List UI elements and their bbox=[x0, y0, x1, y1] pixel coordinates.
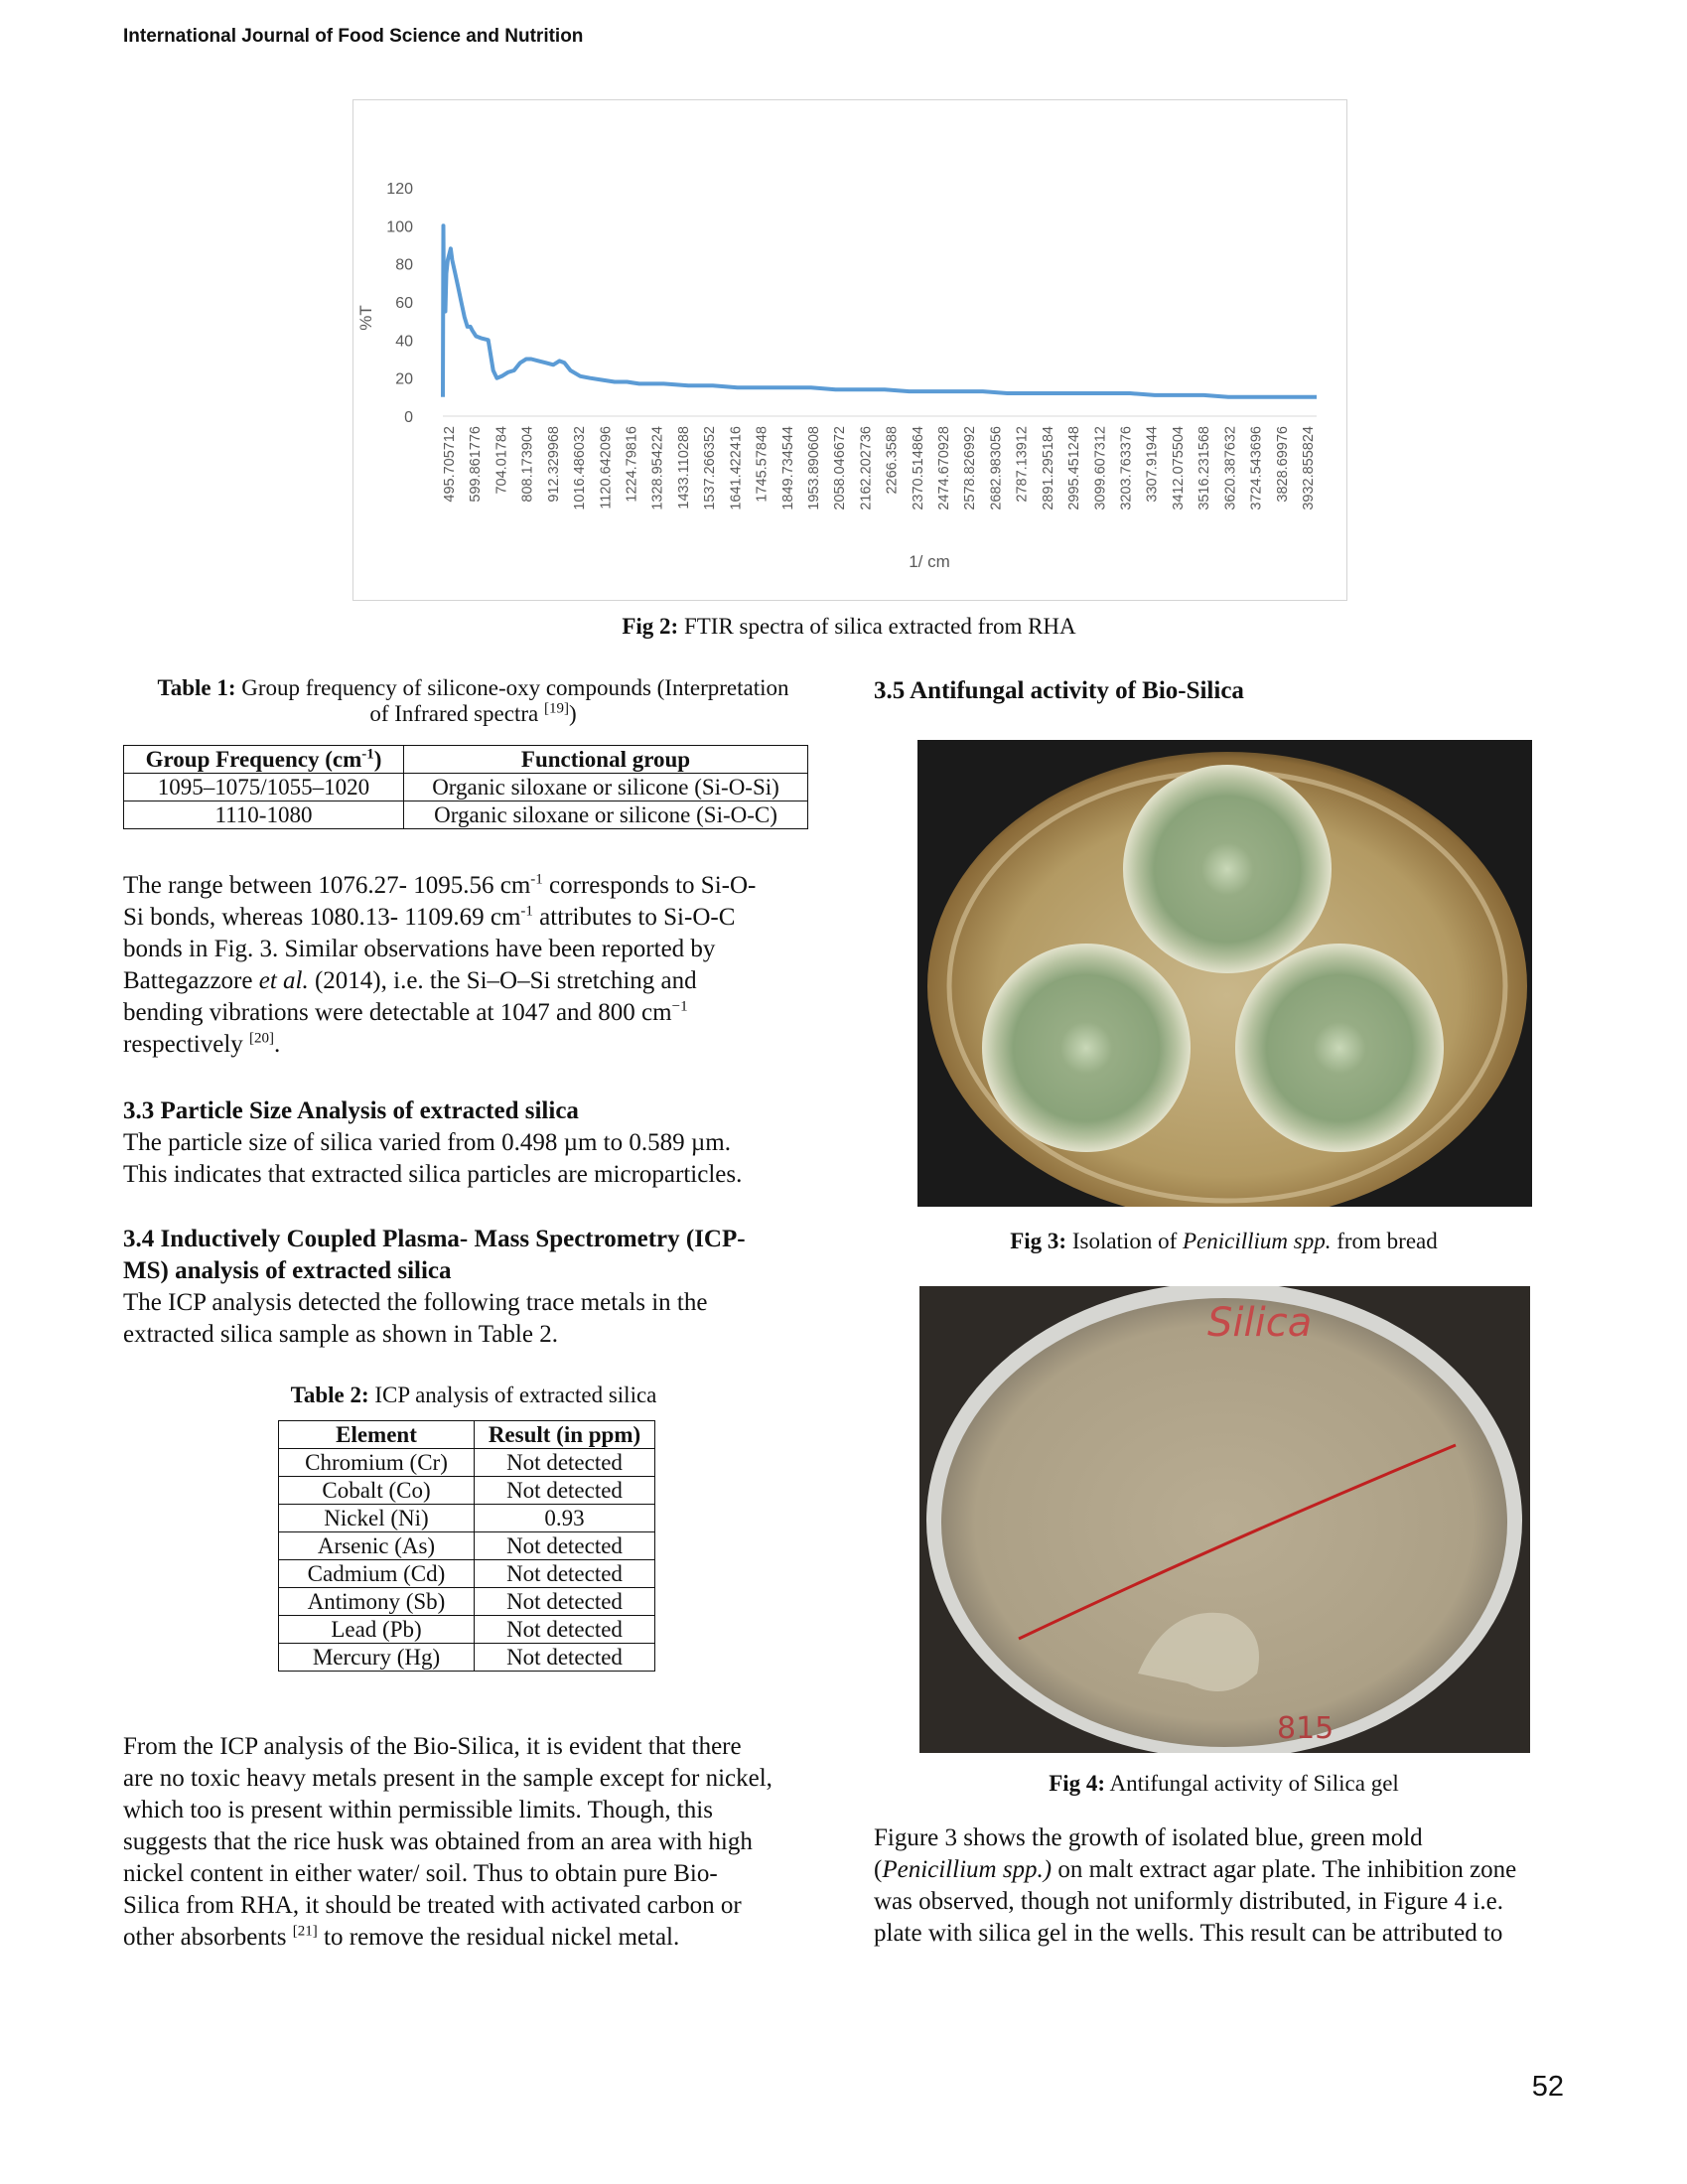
fig4-plate-label: Silica bbox=[1207, 1300, 1313, 1346]
table2-header-row bbox=[279, 1421, 655, 1449]
x-tick-label: 3932.855824 bbox=[1301, 426, 1317, 510]
fig2-caption: Fig 2: FTIR spectra of silica extracted from RHA bbox=[622, 614, 1076, 639]
x-tick-label: 1641.422416 bbox=[728, 426, 745, 510]
y-tick-label: 100 bbox=[386, 218, 413, 236]
table-row: Cobalt (Co) Not detected bbox=[279, 1477, 655, 1505]
table2 bbox=[278, 1420, 655, 1672]
fig3-penicillium-plate-photo bbox=[917, 740, 1532, 1207]
table1-cell-frequency: 1110-1080 bbox=[124, 801, 404, 829]
x-tick-label: 2162.202736 bbox=[858, 426, 875, 510]
y-axis-label: %T bbox=[356, 305, 375, 331]
x-tick-label: 1120.642096 bbox=[598, 426, 615, 510]
x-tick-label: 2474.670928 bbox=[936, 426, 953, 510]
x-tick-label: 3412.075504 bbox=[1170, 426, 1187, 510]
x-tick-label: 2578.826992 bbox=[962, 426, 979, 510]
table1 bbox=[123, 745, 808, 829]
page-number: 52 bbox=[1531, 2071, 1564, 2103]
x-axis-label: 1/ cm bbox=[909, 552, 950, 571]
x-tick-label: 3828.69976 bbox=[1274, 426, 1291, 503]
y-tick-label: 0 bbox=[404, 409, 413, 426]
section-3-3: 3.3 Particle Size Analysis of extracted silica The particle size of silica varied from 0.498 µm to 0.589 µm. This indicates that extracted silica particles are microparticles. bbox=[123, 1095, 824, 1191]
table2-header-result: Result (in ppm) bbox=[475, 1421, 655, 1449]
table1-header-frequency: Group Frequency $(cm^{-1})$ bbox=[124, 746, 404, 774]
x-tick-label: 495.705712 bbox=[442, 426, 458, 503]
table1-cell-group: Organic siloxane or silicone (Si-O-Si) bbox=[404, 774, 808, 801]
x-tick-label: 3620.387632 bbox=[1222, 426, 1239, 510]
x-tick-label: 2891.295184 bbox=[1040, 426, 1056, 510]
table1-header-row bbox=[124, 746, 808, 774]
table-row: Cadmium (Cd) Not detected bbox=[279, 1560, 655, 1588]
paragraph-ftir-interpretation: The range between 1076.27- 1095.56 $cm^{-1}$ corresponds to Si-O- Si bonds, whereas 1080.13- 1109.69 $cm^{-1}$ attributes to Si-O-C bonds in Fig. 3. Similar observations have been reported by Battegazzore et al. (2014), i.e. the Si–O–Si stretching and bending vibrations were detectable at 1047 and 800 $cm^{-1}$ respectively [20]. bbox=[123, 871, 757, 1058]
journal-header: International Journal of Food Science and Nutrition bbox=[123, 26, 584, 47]
y-tick-label: 80 bbox=[395, 256, 413, 274]
table1-header-functional: Functional group bbox=[404, 746, 808, 774]
paragraph-antifungal: Figure 3 shows the growth of isolated blue, green mold (Penicillium spp.) on malt extract agar plate. The inhibition zone was observed, though not uniformly distributed, in Figure 4 i.e. plate with silica gel in the wells. This result can be attributed to bbox=[874, 1824, 1517, 1947]
ftir-chart bbox=[352, 99, 1347, 601]
section-3-5-heading: 3.5 Antifungal activity of Bio-Silica bbox=[874, 677, 1244, 704]
x-tick-label: 3724.543696 bbox=[1248, 426, 1265, 510]
x-tick-label: 1849.734544 bbox=[779, 426, 796, 510]
x-tick-label: 1953.890608 bbox=[805, 426, 822, 510]
table2-header-element: Element bbox=[279, 1421, 475, 1449]
x-tick-label: 1745.57848 bbox=[754, 426, 771, 503]
fig4-plate-mark: 815 bbox=[1277, 1711, 1335, 1746]
table-row bbox=[124, 774, 808, 801]
table1-cell-group: Organic siloxane or silicone (Si-O-C) bbox=[404, 801, 808, 829]
y-tick-label: 120 bbox=[386, 181, 413, 198]
table1-cell-frequency: 1095–1075/1055–1020 bbox=[124, 774, 404, 801]
y-tick-label: 20 bbox=[395, 370, 413, 388]
table-row: Chromium (Cr) Not detected bbox=[279, 1449, 655, 1477]
fig4-silica-plate-photo bbox=[919, 1286, 1530, 1753]
x-tick-label: 3307.91944 bbox=[1144, 426, 1161, 503]
x-tick-label: 3099.607312 bbox=[1092, 426, 1109, 510]
y-tick-label: 40 bbox=[395, 333, 413, 351]
fig4-caption: Fig 4: Antifungal activity of Silica gel bbox=[1049, 1771, 1399, 1796]
x-tick-label: 1224.79816 bbox=[624, 426, 640, 503]
section-3-4: 3.4 Inductively Coupled Plasma- Mass Spectrometry (ICP- MS) analysis of extracted silica The ICP analysis detected the following trace metals in the extracted silica sample as shown in Table 2. bbox=[123, 1224, 824, 1351]
table-row: Arsenic (As) Not detected bbox=[279, 1532, 655, 1560]
x-tick-label: 2266.3588 bbox=[884, 426, 901, 495]
table-row: Mercury (Hg) Not detected bbox=[279, 1644, 655, 1672]
x-tick-label: 2995.451248 bbox=[1066, 426, 1083, 510]
fig4-photo-svg bbox=[919, 1286, 1530, 1753]
ftir-chart-svg bbox=[353, 100, 1346, 600]
x-tick-label: 2787.13912 bbox=[1014, 426, 1031, 503]
x-tick-label: 808.173904 bbox=[519, 426, 536, 503]
paragraph-icp-conclusion: From the ICP analysis of the Bio-Silica, it is evident that there are no toxic heavy metals present in the sample except for nickel, which too is present within permissible limits. Though, this suggests that the rice husk was obtained from an area with high nickel content in either water/ soil. Thus to obtain pure Bio- Silica from RHA, it should be treated with activated carbon or other absorbents [21] to remove the residual nickel metal. bbox=[123, 1733, 773, 1951]
section-3-4-heading: 3.4 Inductively Coupled Plasma- Mass Spectrometry (ICP- MS) analysis of extracted silica bbox=[123, 1226, 746, 1284]
table-row: Lead (Pb) Not detected bbox=[279, 1616, 655, 1644]
x-tick-label: 1433.110288 bbox=[675, 426, 692, 510]
x-tick-label: 2682.983056 bbox=[988, 426, 1005, 510]
table2-caption: Table 2: ICP analysis of extracted silica bbox=[290, 1383, 657, 1407]
x-tick-label: 599.861776 bbox=[468, 426, 485, 503]
table-row bbox=[124, 801, 808, 829]
x-tick-label: 1016.486032 bbox=[572, 426, 589, 510]
fig3-caption: Fig 3: Isolation of Penicillium spp. from bread bbox=[1010, 1229, 1438, 1253]
table-row: Nickel (Ni) 0.93 bbox=[279, 1505, 655, 1532]
table1-caption: Table 1: Group frequency of silicone-oxy compounds (Interpretation of Infrared spectra [19]) bbox=[157, 675, 789, 726]
x-tick-label: 704.01784 bbox=[493, 426, 510, 495]
x-tick-label: 1537.266352 bbox=[702, 426, 719, 510]
section-3-3-heading: 3.3 Particle Size Analysis of extracted silica bbox=[123, 1097, 579, 1124]
x-tick-label: 1328.954224 bbox=[649, 426, 666, 510]
series-line bbox=[443, 225, 1317, 396]
x-tick-label: 2058.046672 bbox=[832, 426, 849, 510]
x-tick-label: 2370.514864 bbox=[910, 426, 926, 510]
fig3-photo-svg bbox=[917, 740, 1532, 1207]
x-tick-label: 3516.231568 bbox=[1196, 426, 1213, 510]
table-row: Antimony (Sb) Not detected bbox=[279, 1588, 655, 1616]
x-tick-label: 3203.763376 bbox=[1118, 426, 1135, 510]
y-tick-label: 60 bbox=[395, 295, 413, 312]
x-tick-label: 912.329968 bbox=[545, 426, 562, 503]
